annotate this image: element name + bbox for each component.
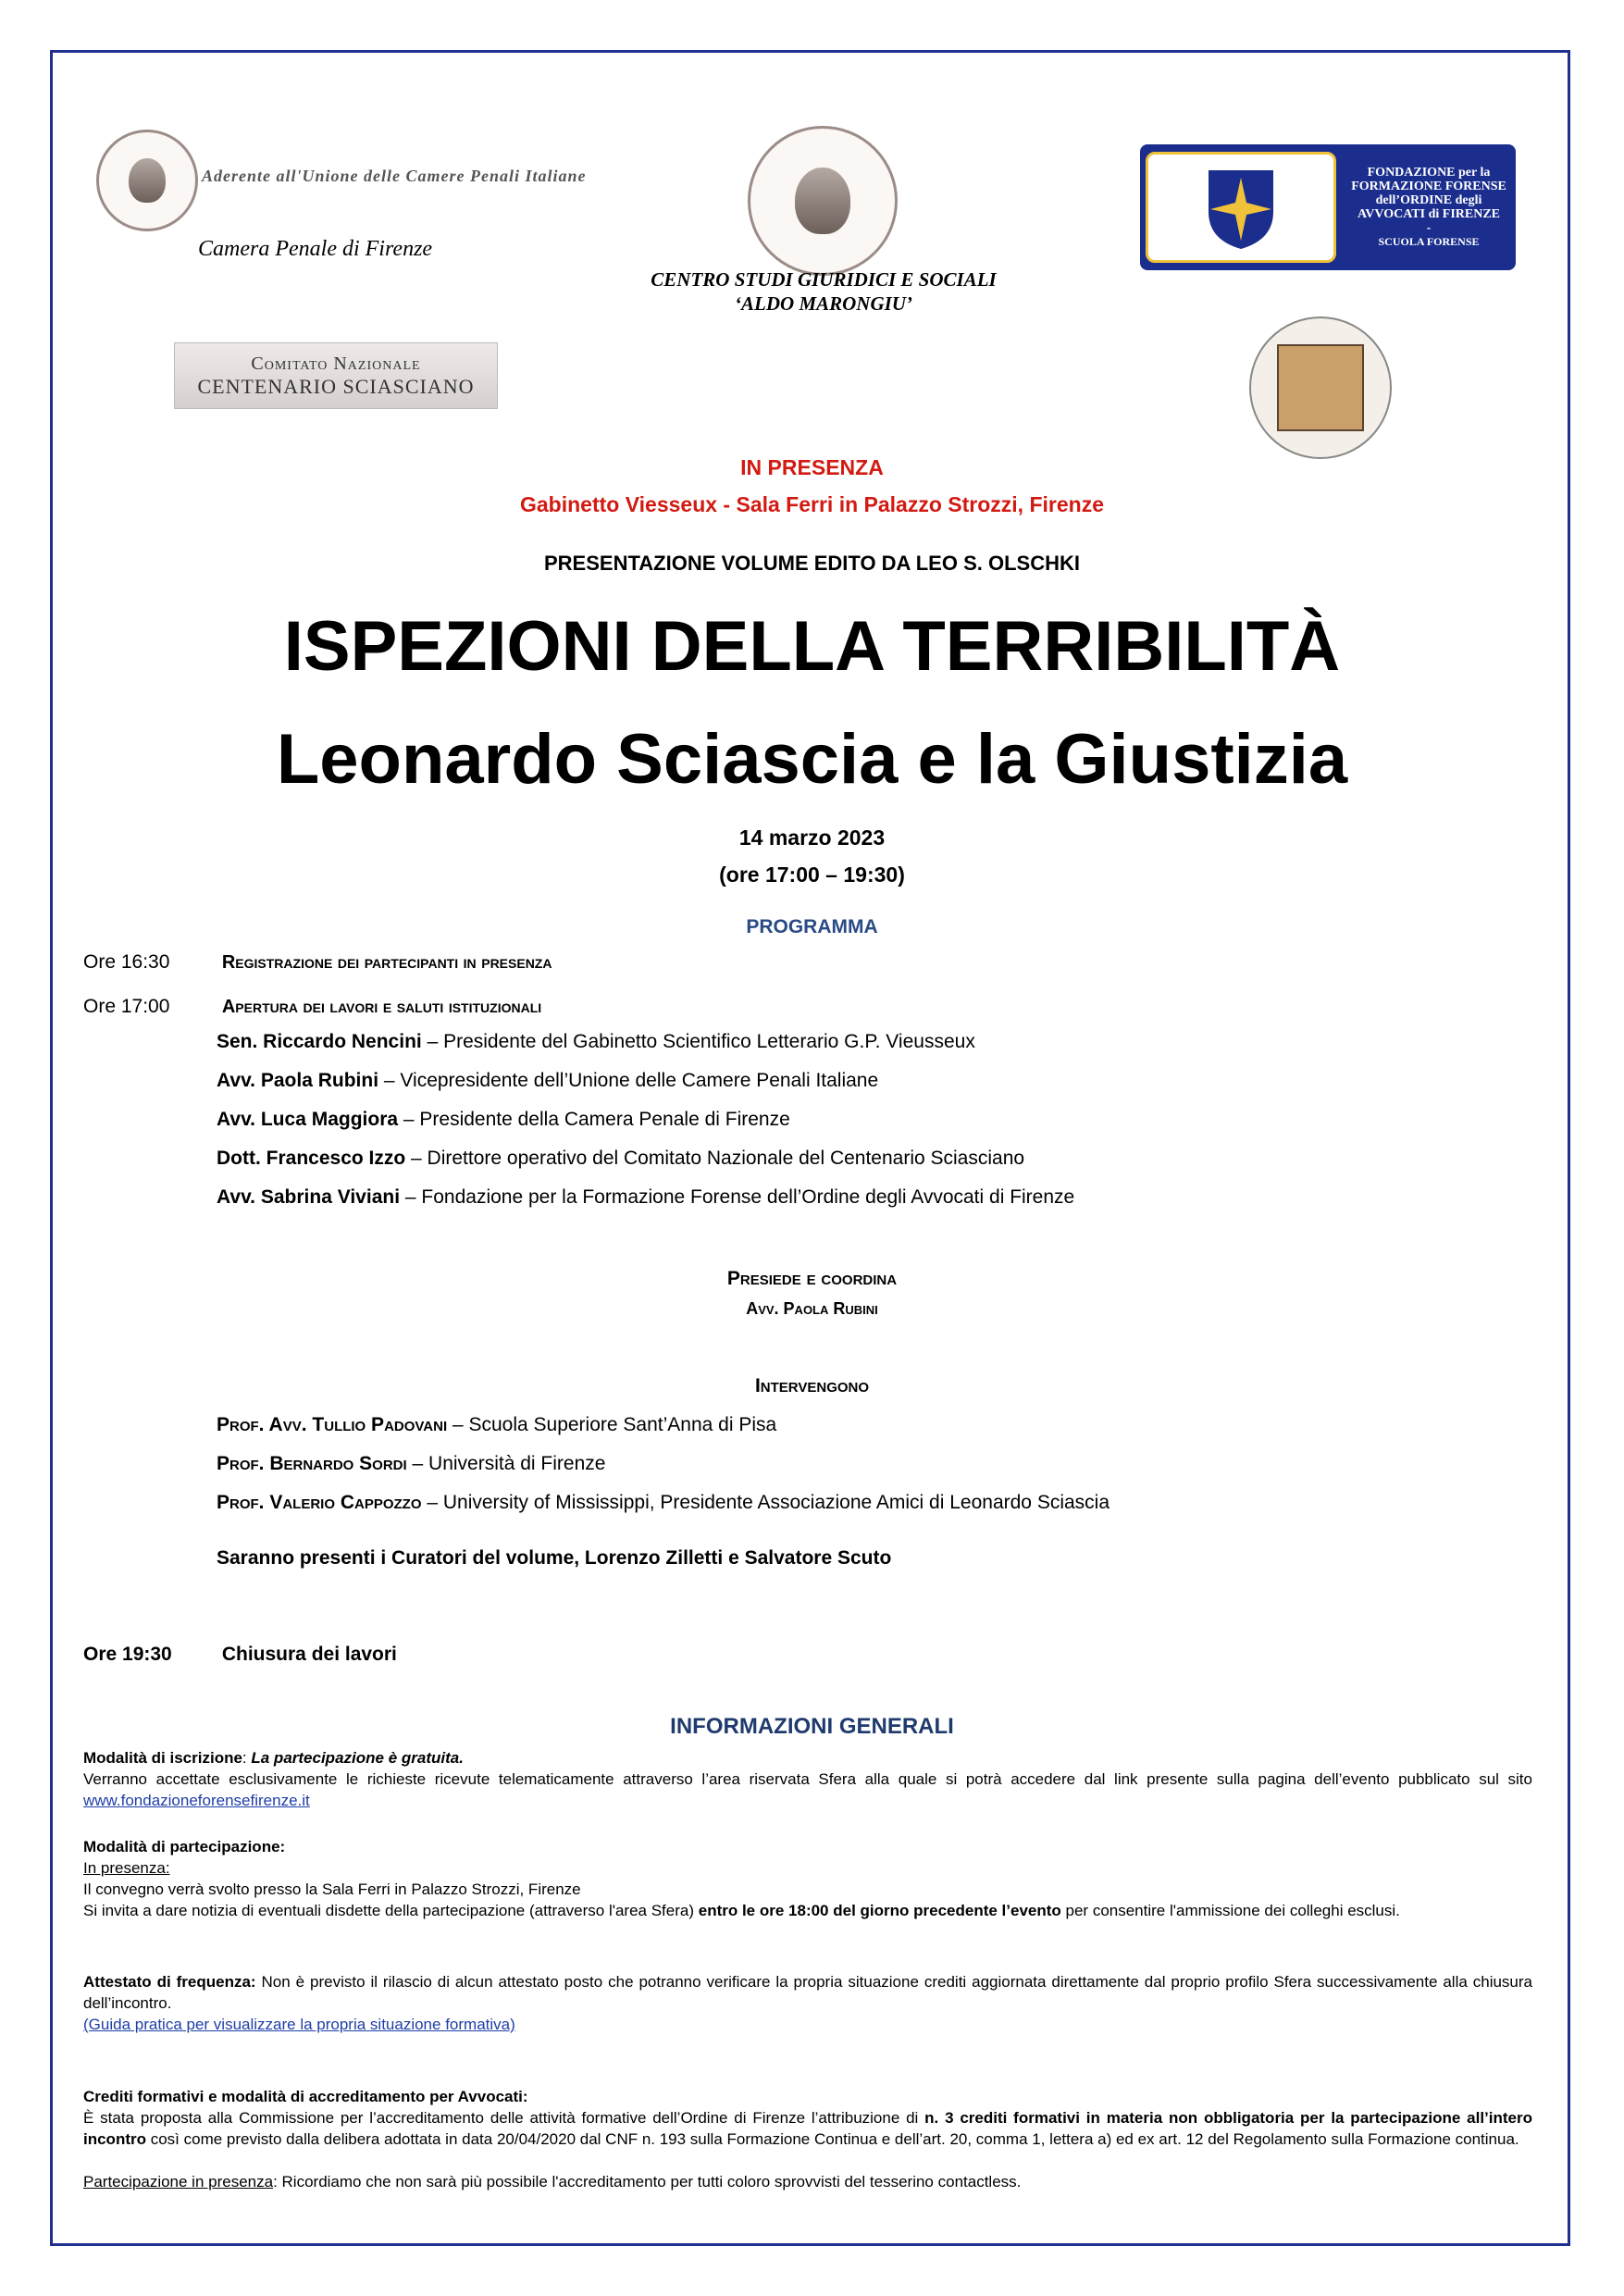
iscrizione-label: Modalità di iscrizione xyxy=(83,1749,242,1767)
program-row-1930 xyxy=(83,1644,397,1666)
emblem-icon xyxy=(1277,344,1364,431)
fondazione-line: FONDAZIONE per la xyxy=(1367,166,1491,180)
speaker-role: – Direttore operativo del Comitato Nazionale del Centenario Sciasciano xyxy=(405,1148,1025,1169)
partecipazione-line2 xyxy=(83,1900,1532,1921)
partecipazione-line1: Il convegno verrà svolto presso la Sala Ferri in Palazzo Strozzi, Firenze xyxy=(83,1880,581,1898)
speaker-name: Dott. Francesco Izzo xyxy=(217,1148,406,1169)
partecipazione-line2a: Si invita a dare notizia di eventuali disdette della partecipazione (attraverso l'area Sfera) xyxy=(83,1902,699,1919)
partecipazione-deadline: entro le ore 18:00 del giorno precedente l’evento xyxy=(698,1902,1061,1919)
presenza-text: : Ricordiamo che non sarà più possibile l'accreditamento per tutti coloro sprovvisti del tesserino contactless. xyxy=(273,2173,1022,2191)
info-iscrizione-title xyxy=(83,1747,1532,1769)
guida-pratica-link[interactable]: (Guida pratica per visualizzare la propria situazione formativa) xyxy=(83,2016,515,2033)
curatori-note: Saranno presenti i Curatori del volume, Lorenzo Zilletti e Salvatore Scuto xyxy=(217,1547,892,1569)
centro-studi-seal-logo xyxy=(748,126,898,276)
fondazione-logo xyxy=(1140,144,1516,270)
crediti-text xyxy=(83,2107,1532,2150)
program-row-1630 xyxy=(83,951,552,974)
speaker-name: Prof. Avv. Tullio Padovani xyxy=(217,1414,448,1435)
program-time: Ore 17:00 xyxy=(83,996,170,1017)
fondazione-line: AVVOCATI di FIRENZE xyxy=(1357,207,1500,221)
partecipazione-label: Modalità di partecipazione: xyxy=(83,1838,286,1855)
comitato-line2: CENTENARIO SCIASCIANO xyxy=(197,374,475,398)
ucpi-seal-logo xyxy=(96,130,198,231)
program-text: Apertura dei lavori e saluti istituzionali xyxy=(221,997,542,1017)
speaker-name: Prof. Valerio Cappozzo xyxy=(217,1492,422,1513)
speaker-role: – University of Mississippi, Presidente Associazione Amici di Leonardo Sciascia xyxy=(421,1492,1110,1513)
title-line2: Leonardo Sciascia e la Giustizia xyxy=(276,720,1348,799)
intervengono-label: Intervengono xyxy=(754,1375,870,1396)
partecipazione-line2c: per consentire l'ammissione dei colleghi esclusi. xyxy=(1060,1902,1400,1919)
mode-label: IN PRESENZA xyxy=(740,455,884,479)
amici-sciascia-logo xyxy=(1249,316,1392,459)
crediti-highlight: n. 3 crediti formativi in materia non obbligatoria per la partecipazione all’intero incontro xyxy=(83,2109,1532,2148)
panel-speaker xyxy=(217,1453,605,1475)
speaker-role: – Presidente della Camera Penale di Firenze xyxy=(398,1109,790,1130)
info-iscrizione-text xyxy=(83,1769,1532,1811)
presiede-label: Presiede e coordina xyxy=(726,1268,898,1289)
fondazione-line: FORMAZIONE FORENSE xyxy=(1351,180,1506,193)
iscrizione-text: Verranno accettate esclusivamente le richieste ricevute telematicamente attraverso l’area riservata Sfera alla quale si potrà accedere dal link presente sulla pagina dell’evento pubblicato sul sito xyxy=(83,1770,1532,1788)
fondazione-line: SCUOLA FORENSE xyxy=(1378,235,1480,248)
ucpi-tagline: Aderente all'Unione delle Camere Penali Italiane xyxy=(202,167,587,185)
program-text: Registrazione dei partecipanti in presenza xyxy=(221,952,552,973)
greeting-speaker xyxy=(217,1109,790,1131)
fondazione-line: dell’ORDINE degli xyxy=(1375,193,1482,207)
comitato-line1: Comitato Nazionale xyxy=(251,353,421,374)
greeting-speaker xyxy=(217,1070,878,1092)
speaker-name: Prof. Bernardo Sordi xyxy=(217,1453,407,1474)
camera-penale-label: Camera Penale di Firenze xyxy=(198,237,433,261)
fondazione-link[interactable]: www.fondazioneforensefirenze.it xyxy=(83,1792,310,1809)
speaker-role: – Fondazione per la Formazione Forense dell’Ordine degli Avvocati di Firenze xyxy=(400,1186,1075,1208)
program-time: Ore 19:30 xyxy=(83,1644,172,1665)
iscrizione-value: La partecipazione è gratuita. xyxy=(251,1749,464,1767)
presenza-label: Partecipazione in presenza xyxy=(83,2173,274,2191)
attestato-label: Attestato di frequenza: xyxy=(83,1973,256,1991)
programma-heading: PROGRAMMA xyxy=(746,916,878,937)
centro-studi-line2: ‘ALDO MARONGIU’ xyxy=(735,292,912,315)
comitato-centenario-logo xyxy=(174,342,498,409)
compass-star-icon xyxy=(1146,152,1336,263)
program-time: Ore 16:30 xyxy=(83,951,170,973)
fondazione-line: - xyxy=(1426,221,1432,235)
info-heading: INFORMAZIONI GENERALI xyxy=(670,1714,954,1739)
speaker-role: – Scuola Superiore Sant’Anna di Pisa xyxy=(447,1414,777,1435)
presentation-label: PRESENTAZIONE VOLUME EDITO DA LEO S. OLSCHKI xyxy=(544,552,1080,575)
greeting-speaker xyxy=(217,1148,1024,1170)
program-row-1700 xyxy=(83,996,541,1018)
fondazione-text xyxy=(1342,166,1516,249)
panel-speaker xyxy=(217,1414,776,1436)
speaker-role: – Presidente del Gabinetto Scientifico Letterario G.P. Vieusseux xyxy=(421,1031,975,1052)
event-time: (ore 17:00 – 19:30) xyxy=(719,863,905,887)
crediti-label: Crediti formativi e modalità di accreditamento per Avvocati: xyxy=(83,2088,528,2105)
venue-label: Gabinetto Viesseux - Sala Ferri in Palazzo Strozzi, Firenze xyxy=(520,492,1104,516)
attestato-text xyxy=(83,1971,1532,2014)
portrait-icon xyxy=(795,168,849,234)
event-date: 14 marzo 2023 xyxy=(738,825,886,850)
program-text: Chiusura dei lavori xyxy=(221,1644,397,1665)
speaker-role: – Vicepresidente dell’Unione delle Camere Penali Italiane xyxy=(378,1070,879,1091)
iscrizione-sep: : xyxy=(242,1749,252,1767)
speaker-name: Avv. Sabrina Viviani xyxy=(217,1186,401,1208)
presenza-note xyxy=(83,2171,1532,2192)
attestato-body: Non è previsto il rilascio di alcun attestato posto che potranno verificare la propria situazione crediti aggiornata direttamente dal proprio profilo Sfera successivamente alla chiusura dell’incontro. xyxy=(83,1973,1532,2012)
greeting-speaker xyxy=(217,1186,1074,1209)
speaker-name: Avv. Luca Maggiora xyxy=(217,1109,399,1130)
panel-speaker xyxy=(217,1492,1110,1514)
speaker-role: – Università di Firenze xyxy=(406,1453,606,1474)
portrait-icon xyxy=(129,158,166,203)
crediti-text-a: È stata proposta alla Commissione per l’accreditamento delle attività formative dell’Ordine di Firenze l’attribuzione di xyxy=(83,2109,925,2127)
speaker-name: Sen. Riccardo Nencini xyxy=(217,1031,422,1052)
greeting-speaker xyxy=(217,1031,975,1053)
presiede-name: Avv. Paola Rubini xyxy=(746,1299,878,1318)
centro-studi-line1: CENTRO STUDI GIURIDICI E SOCIALI xyxy=(651,268,997,291)
title-line1: ISPEZIONI DELLA TERRIBILITÀ xyxy=(283,607,1341,686)
crediti-text-c: così come previsto dalla delibera adottata in data 20/04/2020 dal CNF n. 193 sulla Formazione Continua e dell’art. 20, comma 1, lettera a) ed ex art. 12 del Regolamento sulla Formazione continua. xyxy=(146,2130,1519,2148)
in-presenza-label: In presenza: xyxy=(83,1859,170,1877)
speaker-name: Avv. Paola Rubini xyxy=(217,1070,379,1091)
